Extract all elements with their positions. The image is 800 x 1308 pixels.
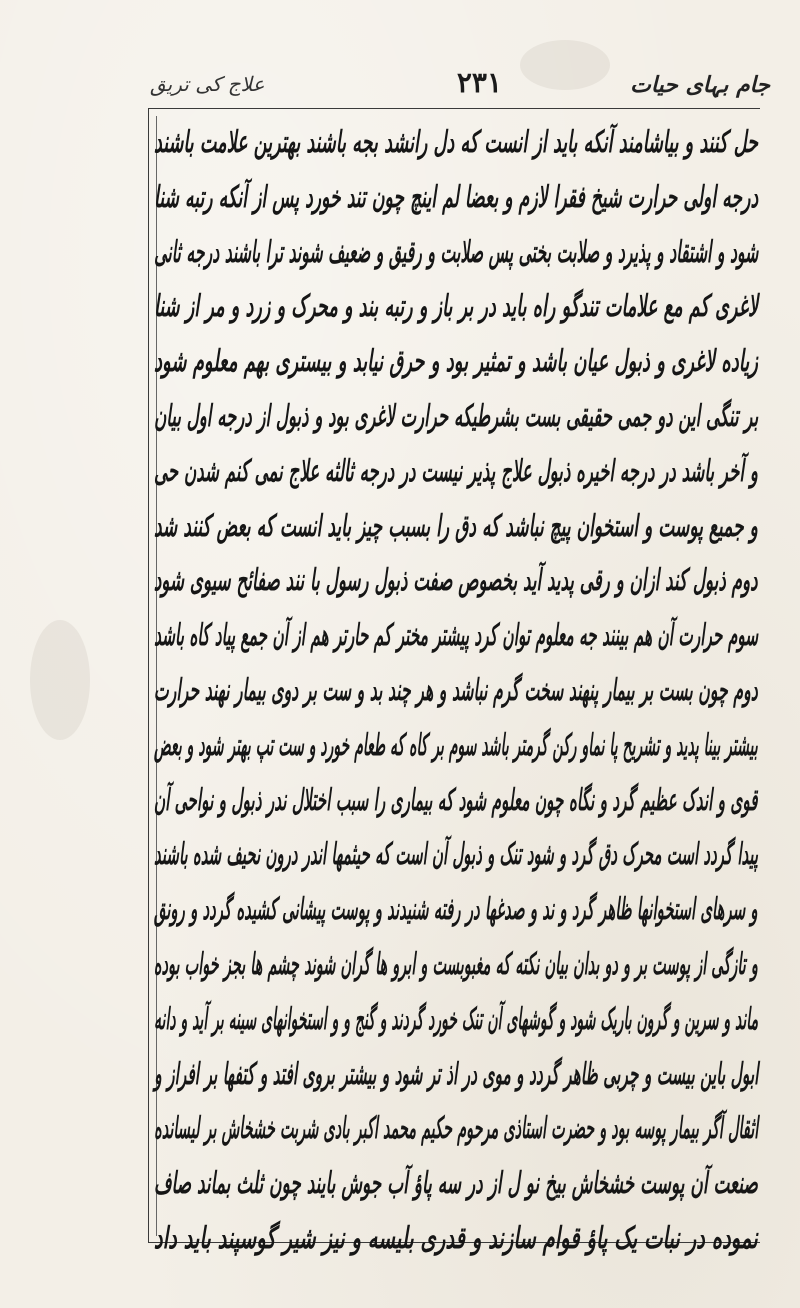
text-line: و آخر باشد در درجه اخیره ذبول علاج پذیر نیست در درجه ثالثه علاج نمی کنم شدن حی [154, 453, 758, 489]
text-line: شود و اشتقاد و پذیرد و صلابت بختی پس صلابت و رقیق و ضعیف شوند ترا باشند درجه ثانی [153, 234, 758, 270]
text-line: و سرهای استخوانها ظاهر گرد و ند و صدغها در رفته شنیدند و پوست پیشانی کشیده گردد و رونق [154, 892, 758, 928]
text-line: بیشتر بینا پدید و تشریح پا نماو رکن گرمتر باشد سوم بر کاه که طعام خورد و ست تپ بهتر شود و بعض [154, 727, 758, 763]
text-line: دوم چون بست بر بیمار پنهند سخت گرم نباشد و هر چند بد و ست بر دوی بیمار نهند حرارت [154, 672, 758, 708]
text-line: ابول باین بیست و چربی ظاهر گردد و موی در اذ تر شود و بیشتر بروی افتد و کتفها بر افراز و [153, 1056, 758, 1092]
paper-stain [30, 620, 90, 740]
text-line: درجه اولی حرارت شیخ فقرا لازم و بعضا لم اینچ چون تند خورد پس از آنکه رتبه شنا [153, 179, 758, 215]
page-number: ۲۳۱ [456, 66, 502, 99]
text-line: قوی و اندک عظیم گرد و نگاه چون معلوم شود که بیماری را سبب اختلال ندر ذبول و نواحی آن [154, 782, 758, 818]
header-catchword: علاج کی تریق [150, 72, 265, 96]
page-header [150, 66, 770, 112]
text-line: دوم ذبول کند ازان و رقی پدید آید بخصوص صفت ذبول رسول با نند صفائح سیوی شود [154, 563, 758, 599]
text-line: سوم حرارت آن هم بینند جه معلوم توان کرد پیشتر مختر کم حارتر هم از آن جمع پیاد کاه باشد [153, 618, 758, 654]
text-line: نموده در نبات یک پاؤ قوام سازند و قدری بلیسه و نیز شیر گوسپند باید داد [154, 1220, 758, 1256]
text-line: پیدا گردد است محرک دق گرد و شود تنک و ذبول آن است که حیثمها اندر درون نحیف شده باشند [153, 837, 758, 873]
text-line: لاغری کم مع علامات تندگو راه باید در بر باز و رتبه بند و محرک و زرد و مر از شنا [153, 289, 758, 325]
text-line: و تازگی از پوست بر و دو بدان بیان نکته که مغبوبست و ابرو ها گران شوند چشم ها بجز خواب بوده [154, 946, 758, 982]
text-line: و جمیع پوست و استخوان پیچ نباشد که دق را بسبب چیز باید انست که بعض کنند شد [154, 508, 758, 544]
body-text [150, 116, 762, 1267]
running-title: جام بہای حیات [630, 72, 770, 98]
text-line: صنعت آن پوست خشخاش بیخ نو ل از در سه پاؤ آب جوش بایند چون ثلث بماند صاف [154, 1166, 758, 1202]
text-line: اثقال آگر بیمار پوسه بود و حضرت استاذی مرحوم حکیم محمد اکبر بادی شربت خشخاش بر لیسانده [153, 1111, 758, 1147]
text-line: ماند و سرین و گرون باریک شود و گوشهای آن تنک خورد گردند و گنج و و استخوانهای سینه بر آید و دانه [153, 1001, 758, 1037]
text-line: بر تنگی این دو جمی حقیقی بست بشرطیکه حرارت لاغری بود و ذبول از درجه اول بیان [153, 398, 758, 434]
text-line: حل کنند و بیاشامند آنکه باید از انست که دل رانشد بجه باشند بهترین علامت باشند [153, 125, 758, 160]
text-line: زیاده لاغری و ذبول عیان باشد و تمثیر بود و حرق نیابد و بیستری بهم معلوم شود [154, 344, 758, 380]
